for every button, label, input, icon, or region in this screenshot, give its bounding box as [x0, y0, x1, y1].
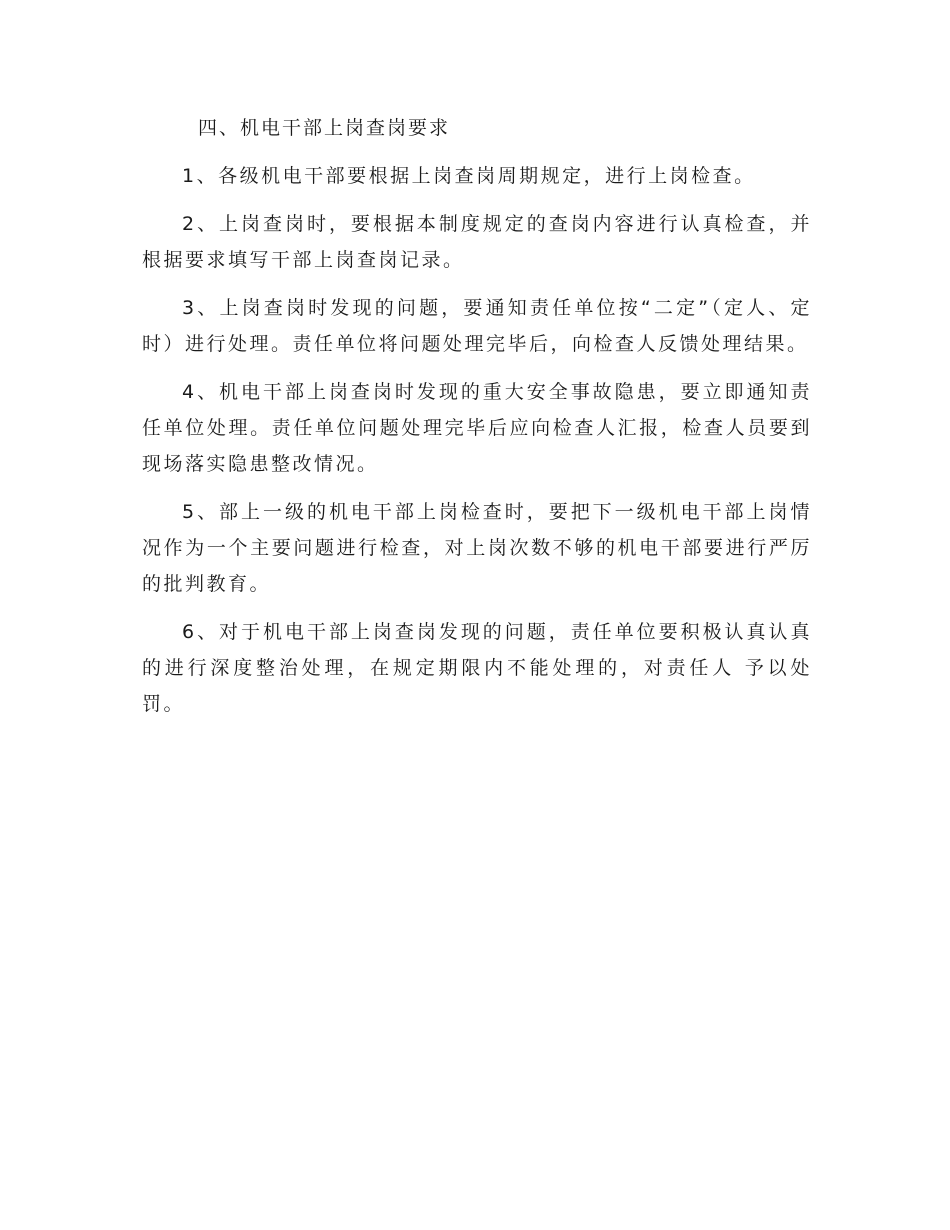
paragraph-6: 6、对于机电干部上岗查岗发现的问题，责任单位要积极认真认真的进行深度整治处理，在规定期限内不能处理的，对责任人 予以处罚。 [142, 621, 812, 715]
paragraph-5: 5、部上一级的机电干部上岗检查时，要把下一级机电干部上岗情况作为一个主要问题进行检查，对上岗次数不够的机电干部要进行严厉的批判教育。 [142, 501, 812, 595]
paragraph-4: 4、机电干部上岗查岗时发现的重大安全事故隐患，要立即通知责任单位处理。责任单位问题处理完毕后应向检查人汇报，检查人员要到现场落实隐患整改情况。 [142, 381, 812, 475]
paragraph-2: 2、上岗查岗时，要根据本制度规定的查岗内容进行认真检查，并根据要求填写干部上岗查岗记录。 [142, 213, 812, 271]
section-heading: 四、机电干部上岗查岗要求 [198, 117, 451, 139]
paragraph-1: 1、各级机电干部要根据上岗查岗周期规定，进行上岗检查。 [182, 165, 756, 187]
paragraph-3: 3、上岗查岗时发现的问题，要通知责任单位按“二定”（定人、定时）进行处理。责任单位将问题处理完毕后，向检查人反馈处理结果。 [142, 297, 812, 355]
document-body [142, 110, 812, 722]
